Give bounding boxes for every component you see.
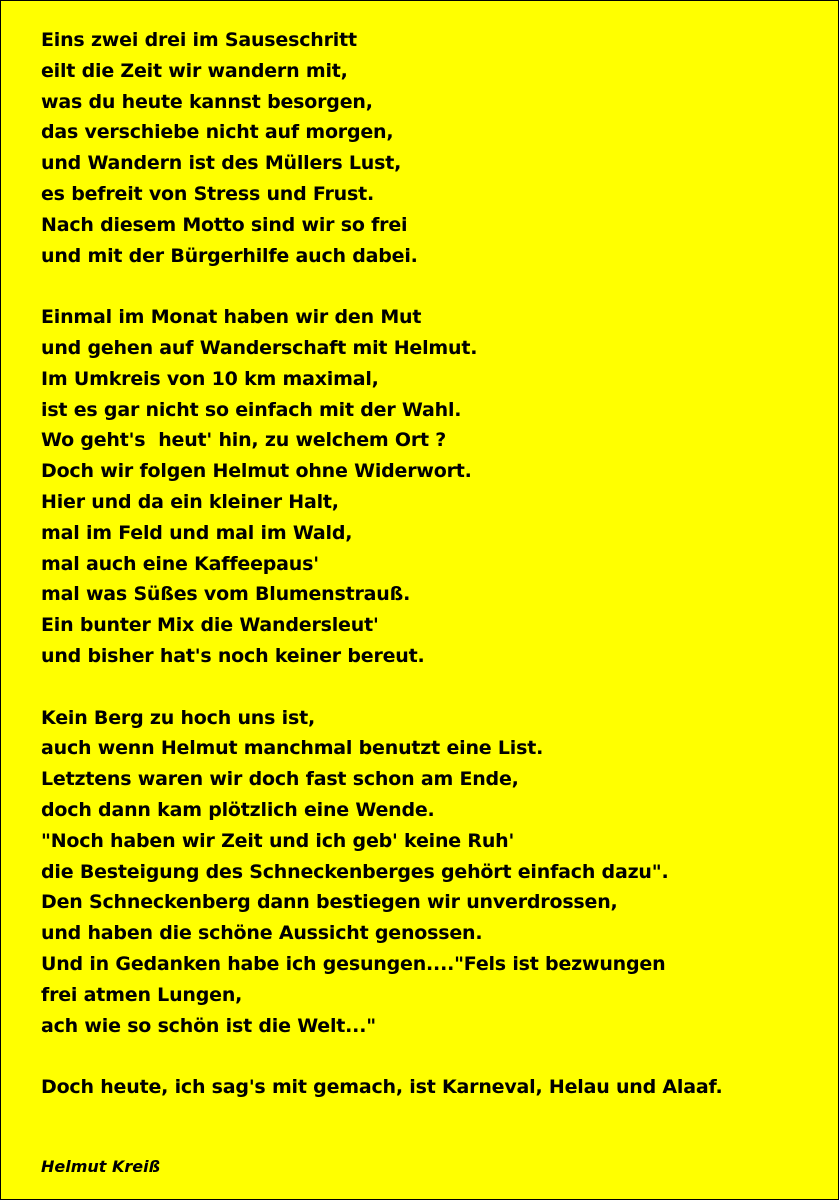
poem-line: ist es gar nicht so einfach mit der Wahl. [41, 398, 462, 421]
poem-line: doch dann kam plötzlich eine Wende. [41, 798, 435, 821]
stanza-1 [41, 25, 821, 271]
poem-line: Im Umkreis von 10 km maximal, [41, 367, 379, 390]
poem-line: und haben die schöne Aussicht genossen. [41, 922, 483, 945]
poem-line: Hier und da ein kleiner Halt, [41, 490, 339, 513]
stanza-2 [41, 302, 821, 672]
poem-line: Doch heute, ich sag's mit gemach, ist Karneval, Helau und Alaaf. [41, 1076, 723, 1099]
poem-line: "Noch haben wir Zeit und ich geb' keine Ruh' [41, 829, 515, 852]
stanza-3 [41, 703, 821, 1042]
poem-line: die Besteigung des Schneckenberges gehört einfach dazu". [41, 860, 669, 883]
poem-line: mal auch eine Kaffeepaus' [41, 552, 319, 575]
poem-line: und bisher hat's noch keiner bereut. [41, 644, 425, 667]
poem-line: Eins zwei drei im Sauseschritt [41, 29, 357, 51]
poem-line: Und in Gedanken habe ich gesungen...."Fels ist bezwungen [41, 952, 666, 975]
poem-line: und gehen auf Wanderschaft mit Helmut. [41, 336, 478, 359]
poem-line: Ein bunter Mix die Wandersleut' [41, 614, 379, 637]
poem-line: eilt die Zeit wir wandern mit, [41, 59, 348, 82]
poem-line: Einmal im Monat haben wir den Mut [41, 306, 422, 329]
author-signature: Helmut Kreiß [41, 1157, 161, 1176]
poem-line: und mit der Bürgerhilfe auch dabei. [41, 244, 418, 267]
poem-line: frei atmen Lungen, [41, 983, 243, 1006]
poem-line: es befreit von Stress und Frust. [41, 182, 375, 205]
poem-line: Den Schneckenberg dann bestiegen wir unverdrossen, [41, 891, 618, 914]
poem-line: Doch wir folgen Helmut ohne Widerwort. [41, 460, 472, 483]
poem-line: Letztens waren wir doch fast schon am Ende, [41, 768, 519, 791]
poem-body [41, 25, 821, 1134]
poem-line: und Wandern ist des Müllers Lust, [41, 152, 402, 175]
stanza-4 [41, 1072, 821, 1103]
poem-line: Nach diesem Motto sind wir so frei [41, 213, 408, 236]
poem-line: mal was Süßes vom Blumenstrauß. [41, 583, 411, 606]
poem-line: Wo geht's heut' hin, zu welchem Ort ? [41, 429, 447, 452]
poem-line: was du heute kannst besorgen, [41, 90, 373, 113]
poem-line: das verschiebe nicht auf morgen, [41, 121, 394, 144]
poem-line: ach wie so schön ist die Welt..." [41, 1014, 376, 1037]
poem-line: Kein Berg zu hoch uns ist, [41, 706, 315, 729]
poem-line: mal im Feld und mal im Wald, [41, 521, 353, 544]
poem-line: auch wenn Helmut manchmal benutzt eine List. [41, 737, 544, 760]
